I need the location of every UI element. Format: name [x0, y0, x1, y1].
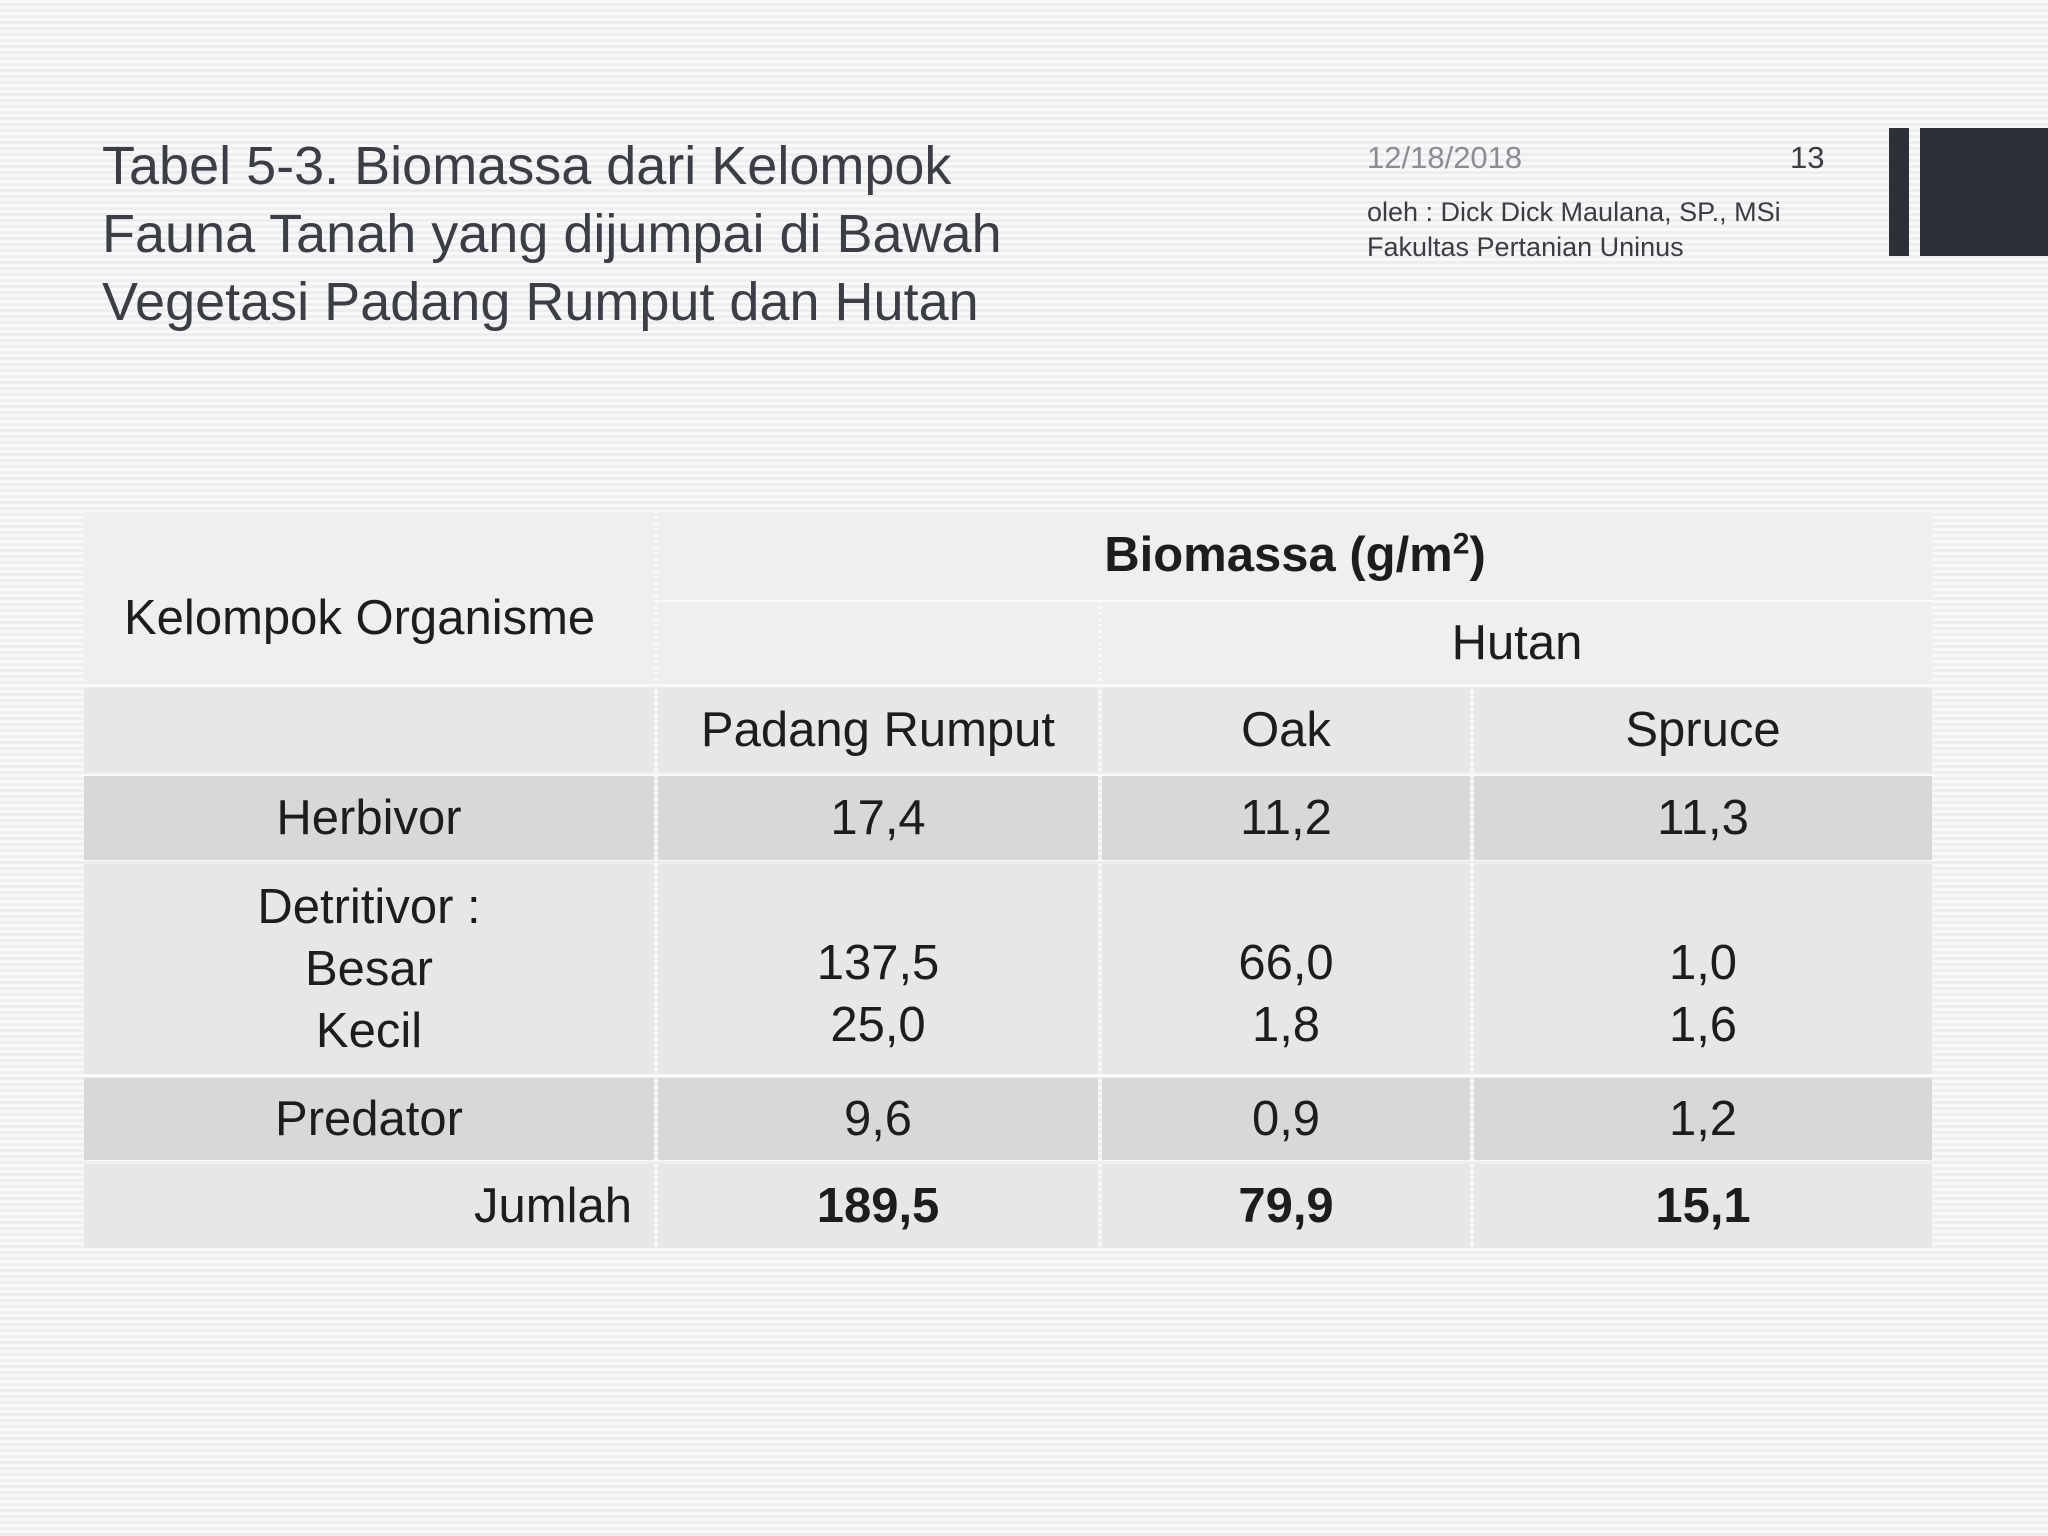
slide-number: 13: [1790, 140, 1825, 175]
column-header-empty: [84, 688, 654, 772]
column-header-oak-label: Oak: [1241, 703, 1331, 757]
cell-value-kecil: 1,8: [1251, 998, 1321, 1052]
detritivor-spruce: [1474, 864, 1932, 1074]
group-header-cell: [84, 512, 654, 684]
jumlah-padang-rumput: [658, 1164, 1098, 1248]
cell-value-besar: 137,5: [816, 936, 940, 990]
jumlah-spruce: [1474, 1164, 1932, 1248]
cell-value-besar: 66,0: [1238, 936, 1334, 990]
predator-padang-rumput: [658, 1078, 1098, 1160]
author-name: oleh : Dick Dick Maulana, SP., MSi: [1367, 197, 1781, 227]
corner-decoration-thin-bar: [1889, 128, 1909, 256]
cell-value-besar: 1,0: [1668, 936, 1738, 990]
author-faculty: Fakultas Pertanian Uninus: [1367, 232, 1684, 262]
herbivor-padang-rumput: [658, 776, 1098, 860]
slide-title: [102, 132, 1102, 336]
row-label: Detritivor :: [257, 880, 481, 934]
herbivor-spruce: [1474, 776, 1932, 860]
table-row-predator-label: [84, 1078, 654, 1160]
cell-value: 79,9: [1238, 1179, 1334, 1233]
column-header-spruce: [1474, 688, 1932, 772]
biomass-header-label: [1104, 527, 1486, 583]
title-line-3: Vegetasi Padang Rumput dan Hutan: [102, 272, 979, 332]
sub-label-kecil: Kecil: [315, 1004, 423, 1058]
cell-value: 1,2: [1668, 1092, 1738, 1146]
title-line-2: Fauna Tanah yang dijumpai di Bawah: [102, 204, 1002, 264]
group-header-label: Kelompok Organisme: [124, 591, 596, 645]
row-label: Jumlah: [474, 1179, 632, 1233]
cell-value: 11,2: [1240, 791, 1332, 845]
table-row-herbivor-label: [84, 776, 654, 860]
row-label: Herbivor: [276, 791, 462, 845]
cell-value: 17,4: [830, 791, 926, 845]
cell-value: 9,6: [843, 1092, 913, 1146]
cell-value-kecil: 1,6: [1668, 998, 1738, 1052]
padang-header-top-cell: [658, 602, 1098, 684]
row-label: Predator: [275, 1092, 463, 1146]
slide-author: [1367, 195, 1781, 265]
cell-value: 0,9: [1251, 1092, 1321, 1146]
table-row-jumlah-label: [84, 1164, 654, 1248]
column-header-oak: [1102, 688, 1470, 772]
biomass-header-cell: [658, 512, 1932, 598]
cell-value: 189,5: [816, 1179, 940, 1233]
column-header-padang-rumput-label: Padang Rumput: [700, 703, 1056, 757]
corner-decoration-thick-bar: [1920, 128, 2048, 256]
column-header-padang-rumput: [658, 688, 1098, 772]
predator-oak: [1102, 1078, 1470, 1160]
column-header-spruce-label: Spruce: [1625, 703, 1781, 757]
table-row-detritivor-label: [84, 864, 654, 1074]
title-line-1: Tabel 5-3. Biomassa dari Kelompok: [102, 136, 952, 196]
sub-label-besar: Besar: [304, 942, 433, 996]
cell-value: 15,1: [1655, 1179, 1751, 1233]
biomass-header-text: Biomassa (g/m: [1104, 528, 1453, 582]
predator-spruce: [1474, 1078, 1932, 1160]
detritivor-oak: [1102, 864, 1470, 1074]
slide-date: 12/18/2018: [1367, 140, 1523, 175]
jumlah-oak: [1102, 1164, 1470, 1248]
forest-header-label: Hutan: [1451, 616, 1583, 670]
biomass-table: [84, 512, 1932, 1248]
cell-value: 11,3: [1657, 791, 1749, 845]
biomass-header-superscript: 2: [1452, 527, 1470, 561]
forest-header-cell: [1102, 602, 1932, 684]
biomass-header-close: ): [1469, 528, 1486, 582]
detritivor-padang-rumput: [658, 864, 1098, 1074]
herbivor-oak: [1102, 776, 1470, 860]
cell-value-kecil: 25,0: [830, 998, 926, 1052]
